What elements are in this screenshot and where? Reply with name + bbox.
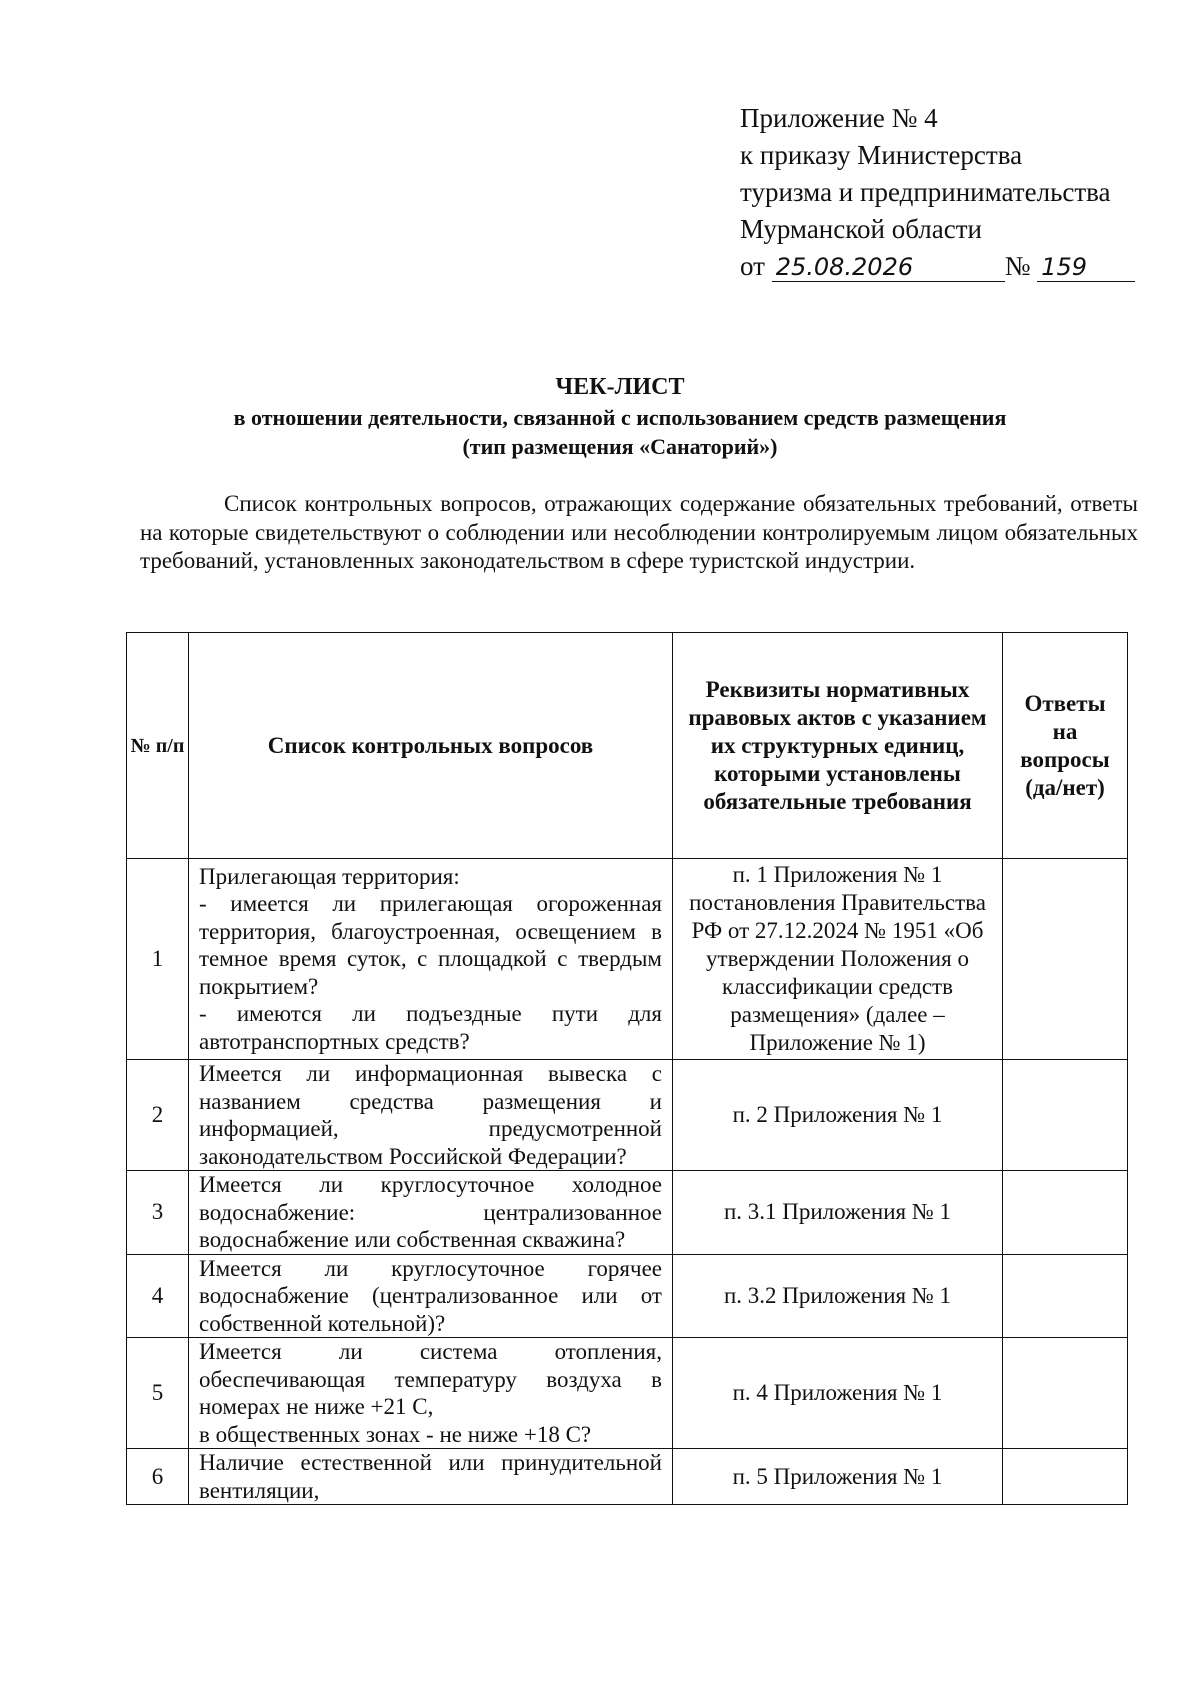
table-row bbox=[127, 859, 1128, 1060]
question-cell: Имеется ли информационная вывеска с названием средства размещения и информацией, предусмотренной законодательством Российской Федерации? bbox=[189, 1060, 673, 1171]
header-num: № п/п bbox=[127, 633, 189, 859]
appendix-line: Мурманской области bbox=[740, 214, 982, 244]
question-cell: Имеется ли круглосуточное холодное водоснабжение: централизованное водоснабжение или собственная скважина? bbox=[189, 1171, 673, 1255]
reference-cell: п. 2 Приложения № 1 bbox=[673, 1060, 1003, 1171]
appendix-block bbox=[740, 100, 1160, 285]
title-block bbox=[120, 372, 1120, 461]
handwritten-number: 159 bbox=[1037, 253, 1135, 282]
appendix-line: туризма и предпринимательства bbox=[740, 177, 1111, 207]
appendix-line: к приказу Министерства bbox=[740, 140, 1023, 170]
checklist-table bbox=[126, 632, 1128, 1505]
table-row bbox=[127, 1060, 1128, 1171]
table-row bbox=[127, 1449, 1128, 1505]
answer-cell[interactable] bbox=[1003, 1254, 1128, 1338]
order-date-number-row bbox=[740, 248, 1160, 285]
reference-cell: п. 5 Приложения № 1 bbox=[673, 1449, 1003, 1505]
header-refs: Реквизиты нормативных правовых актов с указанием их структурных единиц, которыми установлены обязательные требования bbox=[673, 633, 1003, 859]
table-header-row bbox=[127, 633, 1128, 859]
table-body bbox=[127, 859, 1128, 1505]
document-title: ЧЕК-ЛИСТ bbox=[555, 374, 685, 400]
answer-cell[interactable] bbox=[1003, 859, 1128, 1060]
number-label: № bbox=[1004, 251, 1031, 281]
question-cell: Имеется ли круглосуточное горячее водоснабжение (централизованное или от собственной котельной)? bbox=[189, 1254, 673, 1338]
row-number: 5 bbox=[127, 1338, 189, 1449]
question-cell: Имеется ли система отопления, обеспечивающая температуру воздуха в номерах не ниже +21 С, в общественных зонах - не ниже +18 С? bbox=[189, 1338, 673, 1449]
question-cell: Прилегающая территория: - имеется ли прилегающая огороженная территория, благоустроенная, освещением в темное время суток, с площадкой с твердым покрытием? - имеются ли подъездные пути для автотранспортных средств? bbox=[189, 859, 673, 1060]
row-number: 3 bbox=[127, 1171, 189, 1255]
question-cell: Наличие естественной или принудительной вентиляции, bbox=[189, 1449, 673, 1505]
table-row bbox=[127, 1338, 1128, 1449]
header-questions: Список контрольных вопросов bbox=[189, 633, 673, 859]
reference-cell: п. 3.1 Приложения № 1 bbox=[673, 1171, 1003, 1255]
row-number: 6 bbox=[127, 1449, 189, 1505]
header-answers: Ответы на вопросы (да/нет) bbox=[1003, 633, 1128, 859]
table-row bbox=[127, 1171, 1128, 1255]
title-subline: в отношении деятельности, связанной с использованием средств размещения bbox=[233, 405, 1007, 430]
answer-cell[interactable] bbox=[1003, 1060, 1128, 1171]
row-number: 2 bbox=[127, 1060, 189, 1171]
row-number: 4 bbox=[127, 1254, 189, 1338]
table-row bbox=[127, 1254, 1128, 1338]
appendix-line: Приложение № 4 bbox=[740, 103, 938, 133]
row-number: 1 bbox=[127, 859, 189, 1060]
intro-paragraph: Список контрольных вопросов, отражающих содержание обязательных требований, ответы на которые свидетельствуют о соблюдении или несоблюдении контролируемым лицом обязательных требований, установленных законодательством в сфере туристской индустрии. bbox=[140, 491, 1138, 573]
answer-cell[interactable] bbox=[1003, 1449, 1128, 1505]
reference-cell: п. 1 Приложения № 1 постановления Правительства РФ от 27.12.2024 № 1951 «Об утверждении Положения о классификации средств размещения» (далее – Приложение № 1) bbox=[673, 859, 1003, 1060]
handwritten-date: 25.08.2026 bbox=[772, 253, 1005, 282]
from-label: от bbox=[740, 251, 765, 281]
reference-cell: п. 4 Приложения № 1 bbox=[673, 1338, 1003, 1449]
title-subline: (тип размещения «Санаторий») bbox=[462, 434, 778, 459]
reference-cell: п. 3.2 Приложения № 1 bbox=[673, 1254, 1003, 1338]
answer-cell[interactable] bbox=[1003, 1338, 1128, 1449]
answer-cell[interactable] bbox=[1003, 1171, 1128, 1255]
